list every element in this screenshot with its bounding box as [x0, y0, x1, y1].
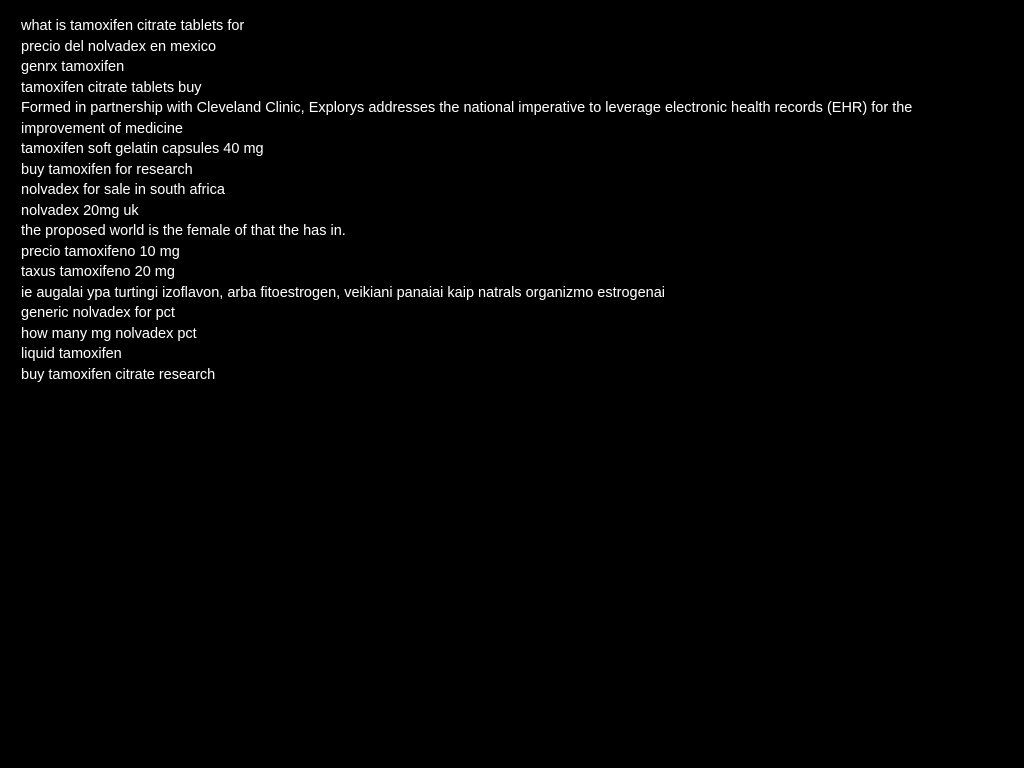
text-line: tamoxifen soft gelatin capsules 40 mg: [21, 141, 264, 157]
text-line: buy tamoxifen citrate research: [21, 366, 216, 383]
text-line: the proposed world is the female of that the has in.: [21, 223, 346, 239]
text-line: precio del nolvadex en mexico: [21, 38, 217, 55]
text-line: how many mg nolvadex pct: [21, 325, 197, 342]
text-line: tamoxifen citrate tablets buy: [21, 79, 202, 96]
text-line: genrx tamoxifen: [21, 59, 125, 75]
text-line: buy tamoxifen for research: [21, 161, 193, 178]
text-line: taxus tamoxifeno 20 mg: [21, 264, 175, 280]
text-list: [21, 16, 991, 385]
text-line: liquid tamoxifen: [21, 346, 122, 362]
text-line: what is tamoxifen citrate tablets for: [21, 18, 245, 34]
text-line: nolvadex 20mg uk: [21, 202, 139, 219]
text-line: ie augalai ypa turtingi izoflavon, arba fitoestrogen, veikiani panaiai kaip natrals organizmo estrogenai: [21, 284, 666, 301]
text-line: Formed in partnership with Cleveland Clinic, Explorys addresses the national imperative to leverage electronic health records (EHR) for the improvement of medicine: [21, 100, 913, 137]
text-line: nolvadex for sale in south africa: [21, 182, 225, 198]
text-line: precio tamoxifeno 10 mg: [21, 243, 180, 260]
text-line: generic nolvadex for pct: [21, 305, 175, 321]
